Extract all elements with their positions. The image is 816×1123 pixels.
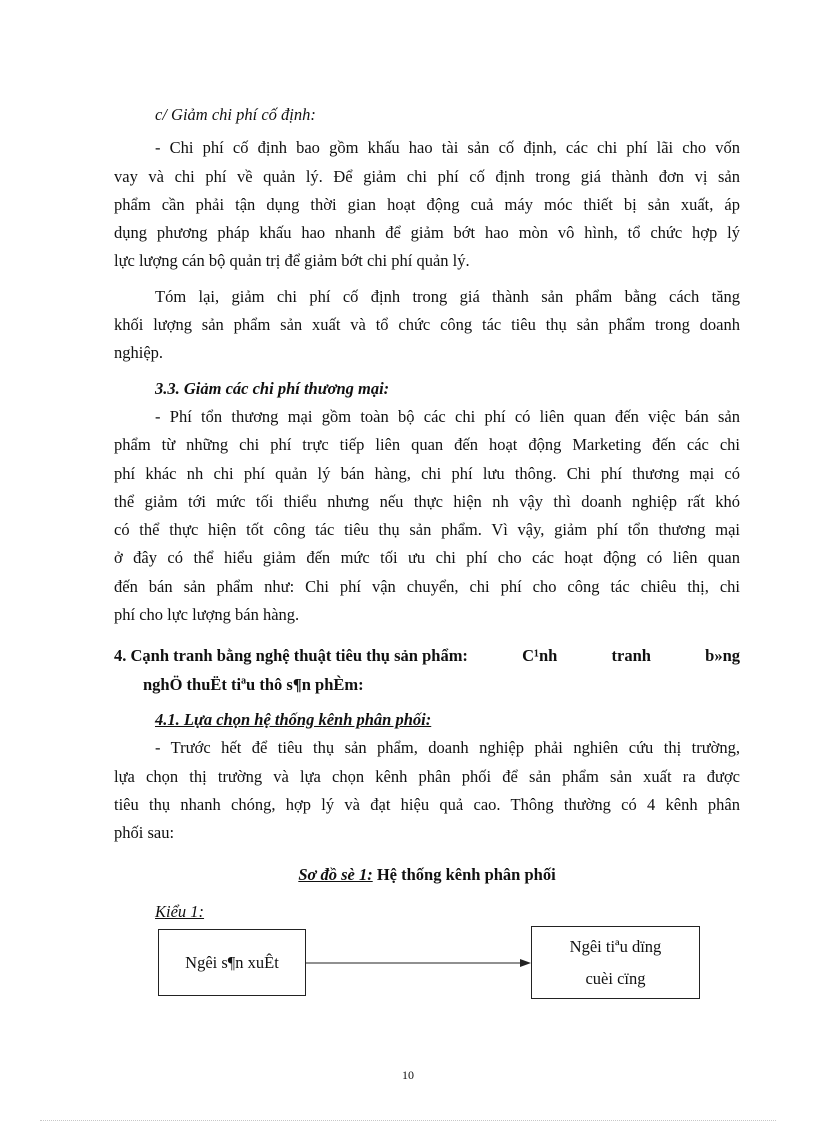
paragraph-c1 — [114, 134, 740, 275]
text-line: phối sau: — [114, 823, 175, 843]
text-line: lực lượng cán bộ quản trị để giảm bớt chi phí quản lý. — [114, 251, 470, 271]
paragraph-4-1 — [114, 734, 740, 847]
page-number: 10 — [402, 1068, 414, 1082]
text-line: - Trước hết để tiêu thụ sản phẩm, doanh nghiệp phải nghiên cứu thị trường, — [155, 738, 740, 758]
text-line: lựa chọn thị trường và lựa chọn kênh phân phối để sản phẩm sản xuất ra được — [114, 766, 740, 786]
diagram-title-text: Hệ thống kênh phân phối — [372, 865, 556, 885]
text-line: khối lượng sản phẩm sản xuất và tổ chức công tác tiêu thụ sản phẩm trong doanh — [114, 315, 740, 335]
heading-4-line2: nghÖ thuËt tiªu thô s¶n phÈm: — [143, 674, 364, 694]
heading-c: c/ Giảm chi phí cố định: — [155, 105, 316, 124]
text-line: Tóm lại, giảm chi phí cố định trong giá thành sản phẩm bằng cách tăng — [155, 286, 740, 306]
diagram-title-prefix: Sơ đồ sè 1: — [298, 865, 373, 885]
text-line: nghiệp. — [114, 343, 164, 363]
page-content — [114, 101, 740, 926]
text-line: dụng phương pháp khấu hao nhanh để giảm bớt hao mòn vô hình, tổ chức hợp lý — [114, 223, 740, 243]
flow-arrow — [306, 955, 532, 971]
text-line: vay và chi phí về quản lý. Để giảm chi phí cố định trong giá thành đơn vị sản — [114, 166, 740, 186]
kieu-label: Kiểu 1: — [155, 901, 205, 921]
consumer-box — [531, 926, 700, 999]
heading-3-3: 3.3. Giảm các chi phí thương mại: — [155, 378, 390, 398]
text-line: ở đây có thể hiểu giảm đến mức tối ưu chi phí cho các hoạt động có liên quan — [114, 548, 740, 568]
text-line: có thể thực hiện tốt công tác tiêu thụ sản phẩm. Vì vậy, giảm phí tổn thương mại — [114, 520, 740, 540]
arrow-head — [520, 959, 531, 967]
text-line: đến bán sản phẩm như: Chi phí vận chuyển, chi phí cho công tác chiêu thị, chi — [114, 576, 740, 596]
producer-box — [158, 929, 306, 996]
text-line: phẩm cần phải tận dụng thời gian hoạt động cuả máy móc thiết bị sản xuất, áp — [114, 194, 740, 214]
heading-4-garbled-word: b»ng — [705, 646, 740, 666]
diagram-title — [114, 861, 740, 889]
heading-4-garbled-word: C¹nh — [522, 646, 558, 666]
text-line: phí khác nh chi phí quản lý bán hàng, chi phí lưu thông. Chi phí thương mại có — [114, 463, 740, 483]
heading-4-garbled-word: tranh — [611, 646, 651, 666]
paragraph-c2 — [114, 283, 740, 368]
text-line: - Chi phí cố định bao gồm khấu hao tài sản cố định, các chi phí lãi cho vốn — [155, 138, 740, 158]
heading-4-1: 4.1. Lựa chọn hệ thống kênh phân phối: — [155, 709, 432, 729]
text-line: tiêu thụ nhanh chóng, hợp lý và đạt hiệu quả cao. Thông thường có 4 kênh phân — [114, 794, 740, 814]
text-line: thể giảm tới mức tối thiểu nhưng nếu thực hiện nh vậy thì doanh nghiệp rất khó — [114, 491, 740, 511]
paragraph-3-3 — [114, 403, 740, 629]
consumer-box-line1: Ngêi tiªu dïng — [569, 936, 662, 956]
text-line: - Phí tổn thương mại gồm toàn bộ các chi phí có liên quan đến việc bán sản — [155, 406, 740, 426]
heading-4-title: 4. Cạnh tranh bằng nghệ thuật tiêu thụ sản phẩm: — [114, 646, 468, 666]
consumer-box-line2: cuèi cïng — [585, 968, 646, 988]
text-line: phẩm từ những chi phí trực tiếp liên quan đến hoạt động Marketing đến các chi — [114, 435, 740, 455]
heading-4 — [114, 642, 740, 670]
page-border-dots — [40, 1120, 776, 1121]
text-line: phí cho lực lượng bán hàng. — [114, 605, 300, 625]
producer-box-label: Ngêi s¶n xuÊt — [185, 952, 279, 972]
